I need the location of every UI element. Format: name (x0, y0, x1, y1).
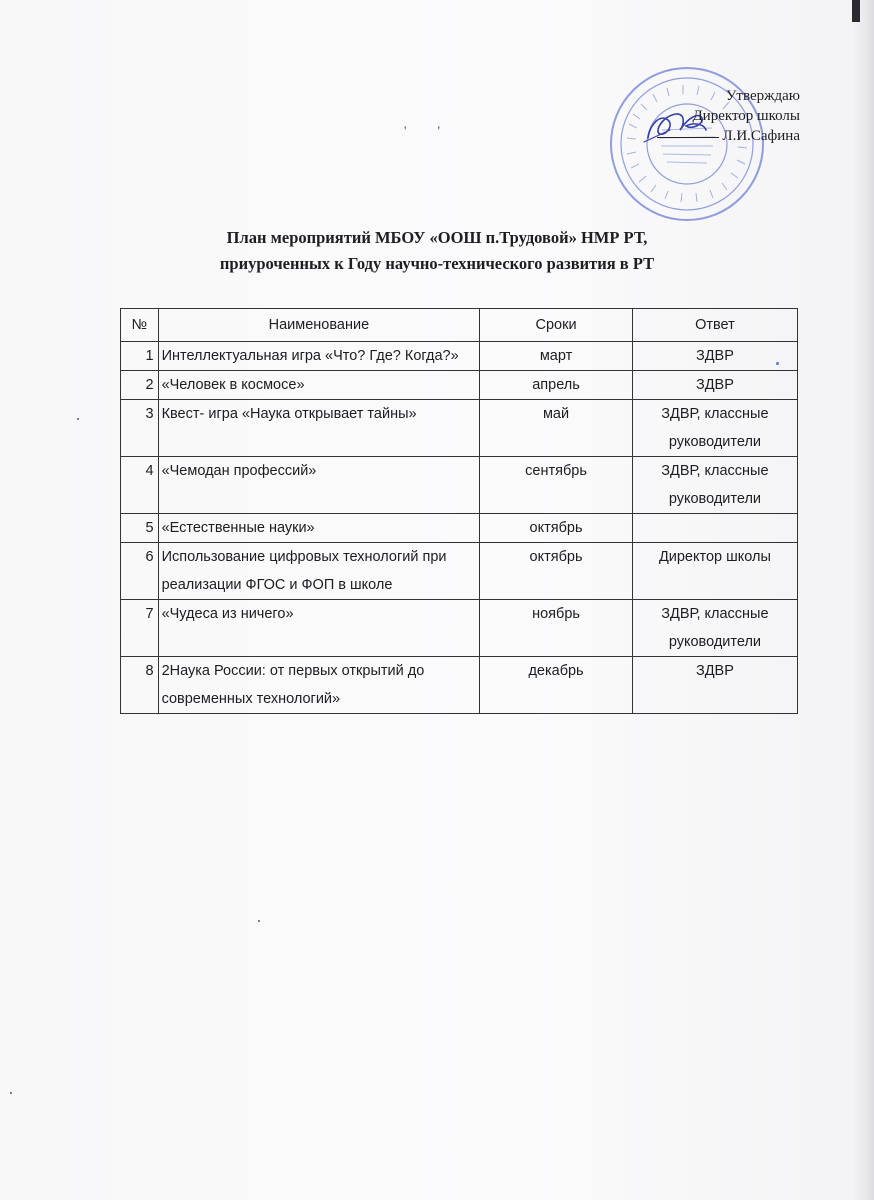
row-name: Интеллектуальная игра «Что? Где? Когда?» (158, 342, 480, 371)
signature-line (657, 137, 719, 138)
table-row (121, 600, 798, 657)
row-number: 2 (121, 371, 159, 400)
row-responsible: ЗДВР, классные руководители (632, 400, 797, 457)
row-date: декабрь (480, 657, 633, 714)
row-number: 6 (121, 543, 159, 600)
table-row (121, 400, 798, 457)
row-name: Квест- игра «Наука открывает тайны» (158, 400, 480, 457)
header-date: Сроки (480, 309, 633, 342)
table-row (121, 457, 798, 514)
events-table (120, 308, 798, 714)
row-number: 1 (121, 342, 159, 371)
title-line-2: приуроченных к Году научно-технического развития в РТ (219, 254, 655, 273)
row-date: март (480, 342, 633, 371)
page-edge-shadow (852, 0, 874, 1200)
row-date: май (480, 400, 633, 457)
row-date: сентябрь (480, 457, 633, 514)
corner-mark (852, 0, 860, 22)
row-number: 4 (121, 457, 159, 514)
row-responsible: Директор школы (632, 543, 797, 600)
row-name: «Чемодан профессий» (158, 457, 480, 514)
scan-speck (776, 362, 779, 365)
header-name: Наименование (158, 309, 480, 342)
row-date: октябрь (480, 543, 633, 600)
document-title (0, 225, 874, 277)
approval-signatory-name: Л.И.Сафина (722, 128, 800, 144)
scan-speck (10, 1092, 12, 1094)
row-name: «Чудеса из ничего» (158, 600, 480, 657)
margin-ticks: ' ' (404, 123, 454, 138)
table-row (121, 371, 798, 400)
scan-speck (77, 418, 79, 420)
row-date: октябрь (480, 514, 633, 543)
row-responsible: ЗДВР (632, 371, 797, 400)
table-row (121, 657, 798, 714)
approval-position: Директор школы (692, 108, 800, 124)
row-date: апрель (480, 371, 633, 400)
table-header-row (121, 309, 798, 342)
title-line-1: План мероприятий МБОУ «ООШ п.Трудовой» НМР РТ, (226, 228, 648, 247)
table-row (121, 342, 798, 371)
header-number: № (121, 309, 159, 342)
row-responsible: ЗДВР (632, 657, 797, 714)
row-number: 5 (121, 514, 159, 543)
row-name: «Естественные науки» (158, 514, 480, 543)
row-name: Использование цифровых технологий при реализации ФГОС и ФОП в школе (158, 543, 480, 600)
scan-speck (258, 920, 260, 922)
table-row (121, 514, 798, 543)
approval-block (600, 86, 800, 146)
row-name: «Человек в космосе» (158, 371, 480, 400)
table-row (121, 543, 798, 600)
row-responsible: ЗДВР, классные руководители (632, 457, 797, 514)
row-date: ноябрь (480, 600, 633, 657)
row-number: 7 (121, 600, 159, 657)
approval-heading: Утверждаю (725, 88, 800, 104)
row-number: 8 (121, 657, 159, 714)
row-responsible: ЗДВР, классные руководители (632, 600, 797, 657)
header-responsible: Ответ (632, 309, 797, 342)
row-name: 2Наука России: от первых открытий до современных технологий» (158, 657, 480, 714)
approval-signatory (600, 126, 800, 146)
row-number: 3 (121, 400, 159, 457)
row-responsible (632, 514, 797, 543)
row-responsible: ЗДВР (632, 342, 797, 371)
